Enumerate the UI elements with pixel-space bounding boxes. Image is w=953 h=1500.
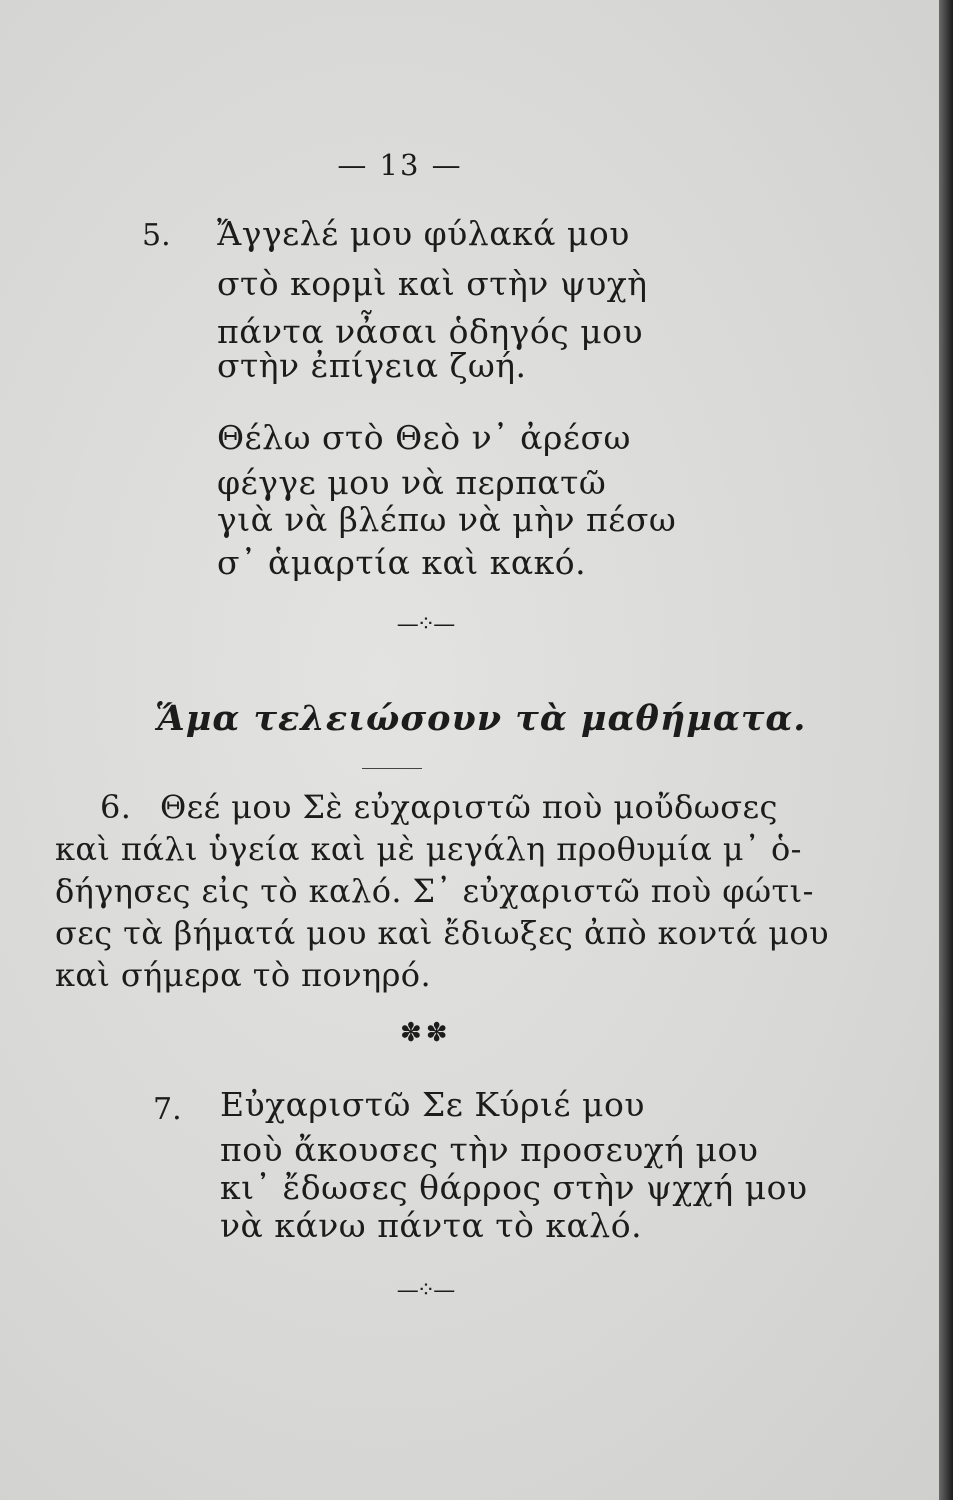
verse-5-number: 5. (142, 218, 171, 253)
verse-5-line-7: γιὰ νὰ βλέπω νὰ μὴν πέσω (217, 500, 677, 539)
verse-7-line-4: νὰ κάνω πάντα τὸ καλό. (220, 1206, 643, 1245)
page-number: — 13 — (337, 148, 463, 182)
prayer-6-line-2: καὶ πάλι ὑγεία καὶ μὲ μεγάλη προθυμία μ᾽ ὁ- (55, 830, 802, 868)
verse-5-line-4: στὴν ἐπίγεια ζωή. (217, 346, 527, 385)
verse-5-line-2: στὸ κορμὶ καὶ στὴν ψυχὴ (217, 264, 648, 303)
verse-5-line-3: πάντα νἆσαι ὁδηγός μου (217, 312, 644, 351)
ornament-divider-2: —⁘— (396, 1278, 454, 1303)
verse-7-line-2: ποὺ ἄκουσες τὴν προσευχή μου (220, 1130, 759, 1169)
heading-rule (362, 768, 422, 769)
prayer-6-line-1: Θεέ μου Σὲ εὐχαριστῶ ποὺ μοὔδωσες (160, 788, 778, 826)
verse-5-line-5: Θέλω στὸ Θεὸ ν᾽ ἀρέσω (217, 418, 631, 457)
verse-5-line-1: Ἄγγελέ μου φύλακά μου (217, 214, 630, 253)
prayer-6-number: 6. (100, 788, 132, 826)
verse-7-line-1: Εὐχαριστῶ Σε Κύριέ μου (220, 1085, 645, 1124)
page-edge-shadow (939, 0, 953, 1500)
verse-5-line-8: σ᾽ ἁμαρτία καὶ κακό. (217, 543, 587, 582)
stars-divider: ✽✽ (400, 1018, 452, 1048)
prayer-6-line-4: σες τὰ βήματά μου καὶ ἔδιωξες ἀπὸ κοντά μου (55, 914, 829, 952)
verse-7-line-3: κι᾽ ἔδωσες θάρρος στὴν ψχχή μου (220, 1168, 808, 1207)
verse-5-line-6: φέγγε μου νὰ περπατῶ (217, 463, 607, 502)
ornament-divider-1: —⁘— (396, 612, 454, 637)
prayer-6-line-3: δήγησες εἰς τὸ καλό. Σ᾽ εὐχαριστῶ ποὺ φώτι- (55, 872, 814, 910)
section-heading: Ἅμα τελειώσουν τὰ μαθήματα. (155, 698, 807, 739)
prayer-6-line-5: καὶ σήμερα τὸ πονηρό. (55, 956, 432, 994)
verse-7-number: 7. (153, 1092, 182, 1127)
